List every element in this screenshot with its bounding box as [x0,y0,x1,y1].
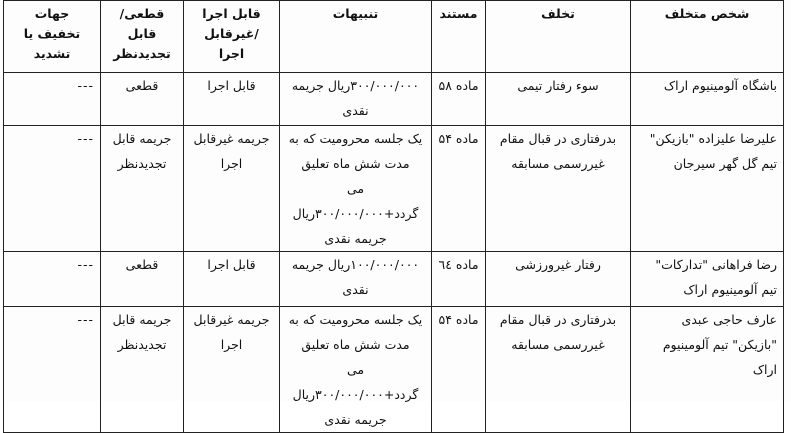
header-article: مستند [432,1,486,73]
cell-offender: رضا فراهانی "تدارکات" تیم آلومینیوم اراک [631,252,784,307]
header-violation: تخلف [486,1,631,73]
table-row [4,307,784,433]
cell-violation: رفتار غیرورزشی [486,252,631,307]
cell-reduction: --- [4,252,101,307]
header-final: قطعی/قابل تجدیدنظر [101,1,184,73]
cell-final: جریمه قابل تجدیدنظر [101,126,184,252]
header-enforceable: قابل اجرا /غیرقابل اجرا [184,1,280,73]
cell-penalty: ۳۰۰/۰۰۰/۰۰۰ریال جریمه نقدی [280,73,432,126]
cell-article: ماده ٦٤ [432,252,486,307]
cell-violation: سوء رفتار تیمی [486,73,631,126]
table-header-row [4,1,784,73]
cell-penalty: یک جلسه محرومیت که به مدت شش ماه تعلیق می گردد+۳۰۰/۰۰۰/۰۰۰ریال جریمه نقدی [280,307,432,433]
cell-reduction: --- [4,126,101,252]
cell-article: ماده ۵۴ [432,126,486,252]
table-row [4,252,784,307]
cell-article: ماده ۵۸ [432,73,486,126]
header-reduction: جهات تخفیف یا تشدید [4,1,101,73]
cell-article: ماده ۵۴ [432,307,486,433]
cell-final: جریمه قابل تجدیدنظر [101,307,184,433]
disciplinary-rulings-table [3,0,784,433]
cell-reduction: --- [4,307,101,433]
cell-violation: بدرفتاری در قبال مقام غیررسمی مسابقه [486,307,631,433]
table-row [4,126,784,252]
header-penalty: تنبیهات [280,1,432,73]
cell-final: قطعی [101,252,184,307]
cell-final: قطعی [101,73,184,126]
header-offender: شخص متخلف [631,1,784,73]
cell-violation: بدرفتاری در قبال مقام غیررسمی مسابقه [486,126,631,252]
cell-reduction: --- [4,73,101,126]
table-row [4,73,784,126]
cell-enforceable: جریمه غیرقابل اجرا [184,126,280,252]
cell-enforceable: قابل اجرا [184,252,280,307]
cell-offender: باشگاه آلومینیوم اراک [631,73,784,126]
cell-penalty: ۱۰۰/۰۰۰/۰۰۰ریال جریمه نقدی [280,252,432,307]
cell-enforceable: جریمه غیرقابل اجرا [184,307,280,433]
cell-offender: علیرضا علیزاده "بازیکن" تیم گل گهر سیرجان [631,126,784,252]
cell-offender: عارف حاجی عبدی "بازیکن" تیم آلومینیوم اراک [631,307,784,433]
cell-enforceable: قابل اجرا [184,73,280,126]
cell-penalty: یک جلسه محرومیت که به مدت شش ماه تعلیق می گردد+۳۰۰/۰۰۰/۰۰۰ریال جریمه نقدی [280,126,432,252]
